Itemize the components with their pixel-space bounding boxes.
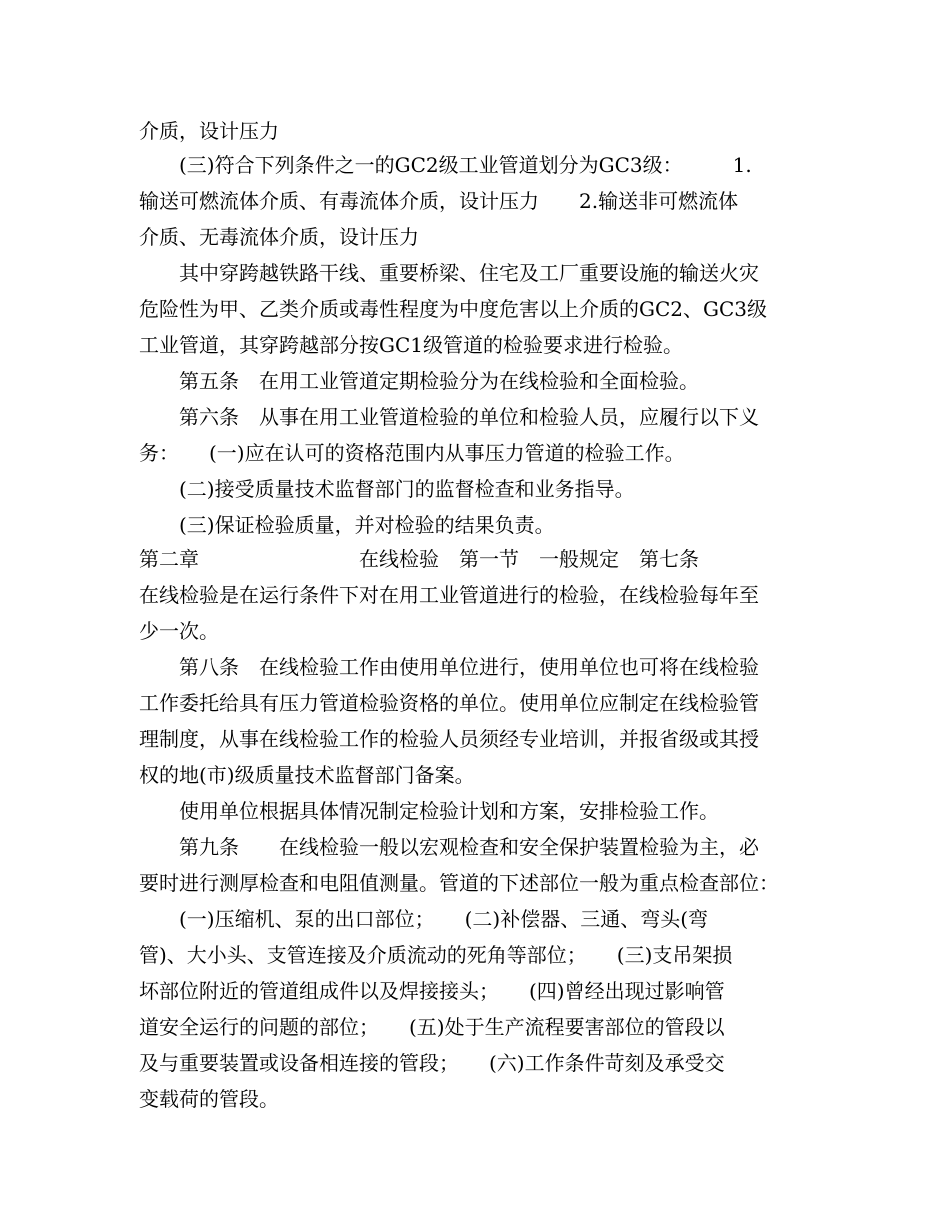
text-line: 其中穿跨越铁路干线、重要桥梁、住宅及工厂重要设施的输送火灾 [139,261,759,285]
text-line: 工业管道，其穿跨越部分按GC1级管道的检验要求进行检验。 [139,333,684,357]
text-line: 道安全运行的问题的部位； (五)处于生产流程要害部位的管段以 [139,1015,725,1039]
text-line: 介质、无毒流体介质，设计压力 [139,225,419,249]
text-line: 权的地(市)级质量技术监督部门备案。 [139,763,475,787]
text-line: 使用单位根据具体情况制定检验计划和方案，安排检验工作。 [139,799,719,823]
text-line: 第五条 在用工业管道定期检验分为在线检验和全面检验。 [139,369,699,393]
text-line: 要时进行测厚检查和电阻值测量。管道的下述部位一般为重点检查部位： [139,871,779,895]
text-line: (三)保证检验质量，并对检验的结果负责。 [139,513,555,537]
text-line: 第六条 从事在用工业管道检验的单位和检验人员，应履行以下义 [139,405,759,429]
text-line: 第九条 在线检验一般以宏观检查和安全保护装置检验为主，必 [139,835,759,859]
text-line: 坏部位附近的管道组成件以及焊接接头； (四)曾经出现过影响管 [139,979,725,1003]
text-line: (二)接受质量技术监督部门的监督检查和业务指导。 [139,477,635,501]
text-line: (三)符合下列条件之一的GC2级工业管道划分为GC3级： 1. [139,153,752,177]
text-line: 变载荷的管段。 [139,1087,279,1111]
text-line: 及与重要装置或设备相连接的管段； (六)工作条件苛刻及承受交 [139,1051,725,1075]
text-line: 第八条 在线检验工作由使用单位进行，使用单位也可将在线检验 [139,655,759,679]
text-line: 在线检验是在运行条件下对在用工业管道进行的检验，在线检验每年至 [139,583,759,607]
text-line: 理制度，从事在线检验工作的检验人员须经专业培训，并报省级或其授 [139,727,759,751]
text-line: 介质，设计压力 [139,119,279,143]
text-line: 少一次。 [139,619,219,643]
chapter-heading-line: 第二章 在线检验 第一节 一般规定 第七条 [139,547,699,571]
text-line: 输送可燃流体介质、有毒流体介质，设计压力 2.输送非可燃流体 [139,189,739,213]
text-line: 管)、大小头、支管连接及介质流动的死角等部位； (三)支吊架损 [139,943,733,967]
text-line: 工作委托给具有压力管道检验资格的单位。使用单位应制定在线检验管 [139,691,759,715]
text-line: (一)压缩机、泵的出口部位； (二)补偿器、三通、弯头(弯 [139,907,709,931]
text-line: 务： (一)应在认可的资格范围内从事压力管道的检验工作。 [139,441,685,465]
text-line: 危险性为甲、乙类介质或毒性程度为中度危害以上介质的GC2、GC3级 [139,297,768,321]
